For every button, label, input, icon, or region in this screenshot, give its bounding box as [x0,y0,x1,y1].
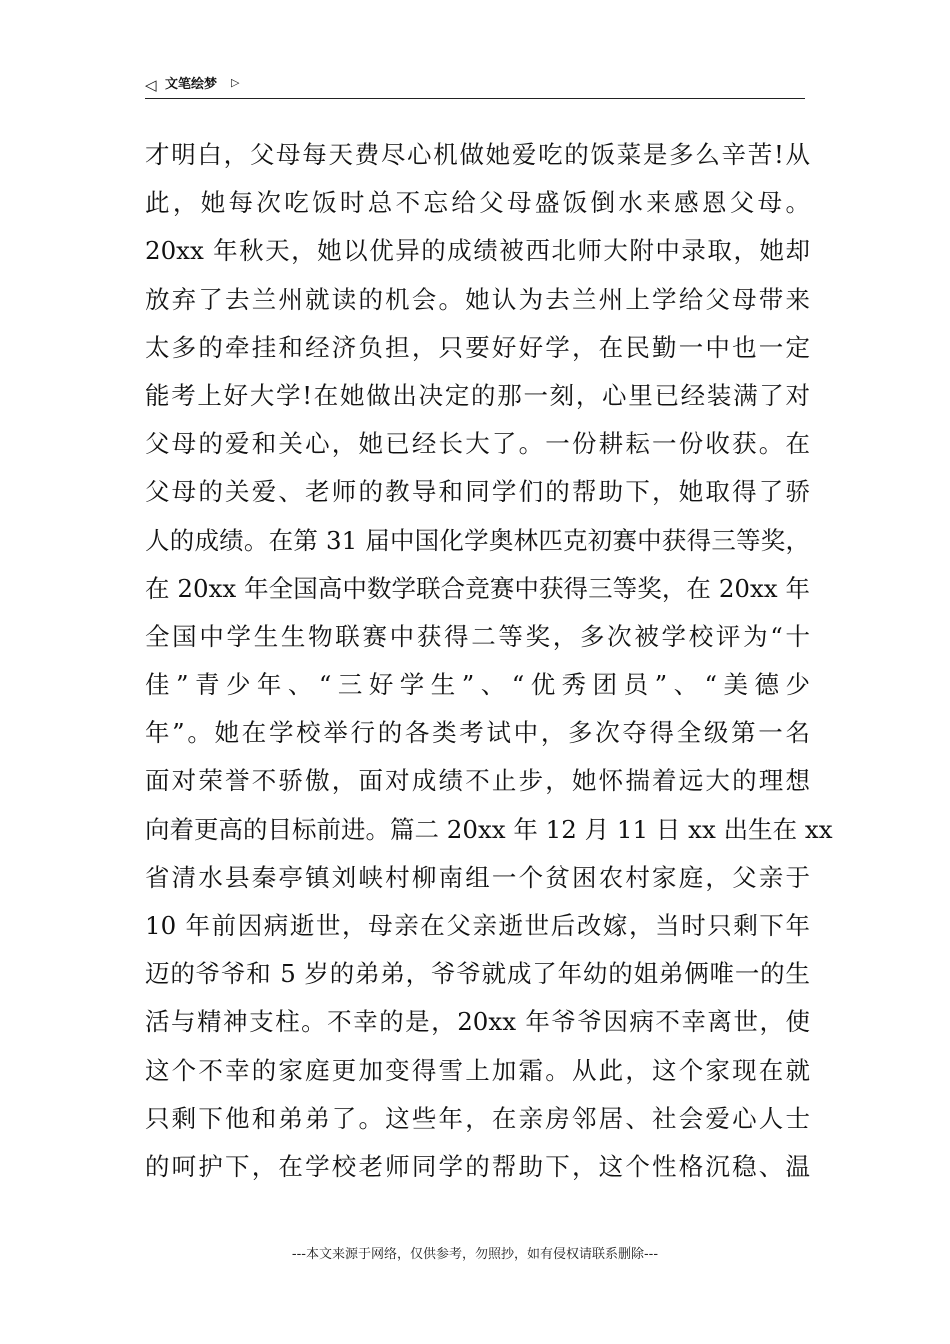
text-line: 这个不幸的家庭更加变得雪上加霜。从此，这个家现在就 [145,1055,810,1085]
text-line: 才明白，父母每天费尽心机做她爱吃的饭菜是多么辛苦!从 [145,140,810,169]
text-line: 年”。她在学校举行的各类考试中，多次夺得全级第一名 [145,718,810,748]
text-line: 向着更高的目标前进。篇二 20xx 年 12 月 11 日 xx 出生在 xx [145,814,833,844]
text-line: 能考上好大学!在她做出决定的那一刻，心里已经装满了对 [145,380,810,410]
text-line: 面对荣誉不骄傲，面对成绩不止步，她怀揣着远大的理想 [145,766,810,796]
header-title: 文笔绘梦 [165,77,218,92]
triangle-left-icon: ◁ [145,76,157,94]
text-line: 此，她每次吃饭时总不忘给父母盛饭倒水来感恩父母。 [145,188,810,218]
text-line: 活与精神支柱。不幸的是，20xx 年爷爷因病不幸离世，使 [145,1007,810,1037]
text-line: 放弃了去兰州就读的机会。她认为去兰州上学给父母带来 [145,284,810,314]
text-line: 父母的关爱、老师的教导和同学们的帮助下，她取得了骄 [145,477,810,507]
page-header [145,74,805,99]
text-line: 在 20xx 年全国高中数学联合竞赛中获得三等奖，在 20xx 年 [145,573,810,603]
footer-notice: ---本文来源于网络，仅供参考，勿照抄，如有侵权请联系删除--- [291,1247,659,1262]
text-line: 太多的牵挂和经济负担，只要好好学，在民勤一中也一定 [145,332,810,362]
text-line: 父母的爱和关心，她已经长大了。一份耕耘一份收获。在 [145,429,810,459]
text-line: 只剩下他和弟弟了。这些年，在亲房邻居、社会爱心人士 [145,1103,810,1133]
text-line: 迈的爷爷和 5 岁的弟弟，爷爷就成了年幼的姐弟俩唯一的生 [145,959,810,989]
text-line: 佳”青少年、“三好学生”、“优秀团员”、“美德少 [145,670,810,700]
text-line: 的呵护下，在学校老师同学的帮助下，这个性格沉稳、温 [145,1151,810,1181]
text-line: 人的成绩。在第 31 届中国化学奥林匹克初赛中获得三等奖， [145,525,810,555]
text-line: 20xx 年秋天，她以优异的成绩被西北师大附中录取，她却 [145,236,810,266]
body-text [145,131,833,1191]
triangle-right-icon: ▷ [231,76,240,89]
text-line: 省清水县秦亭镇刘峡村柳南组一个贫困农村家庭，父亲于 [145,862,810,892]
text-line: 10 年前因病逝世，母亲在父亲逝世后改嫁，当时只剩下年 [145,911,810,940]
text-line: 全国中学生生物联赛中获得二等奖，多次被学校评为“十 [145,621,810,651]
